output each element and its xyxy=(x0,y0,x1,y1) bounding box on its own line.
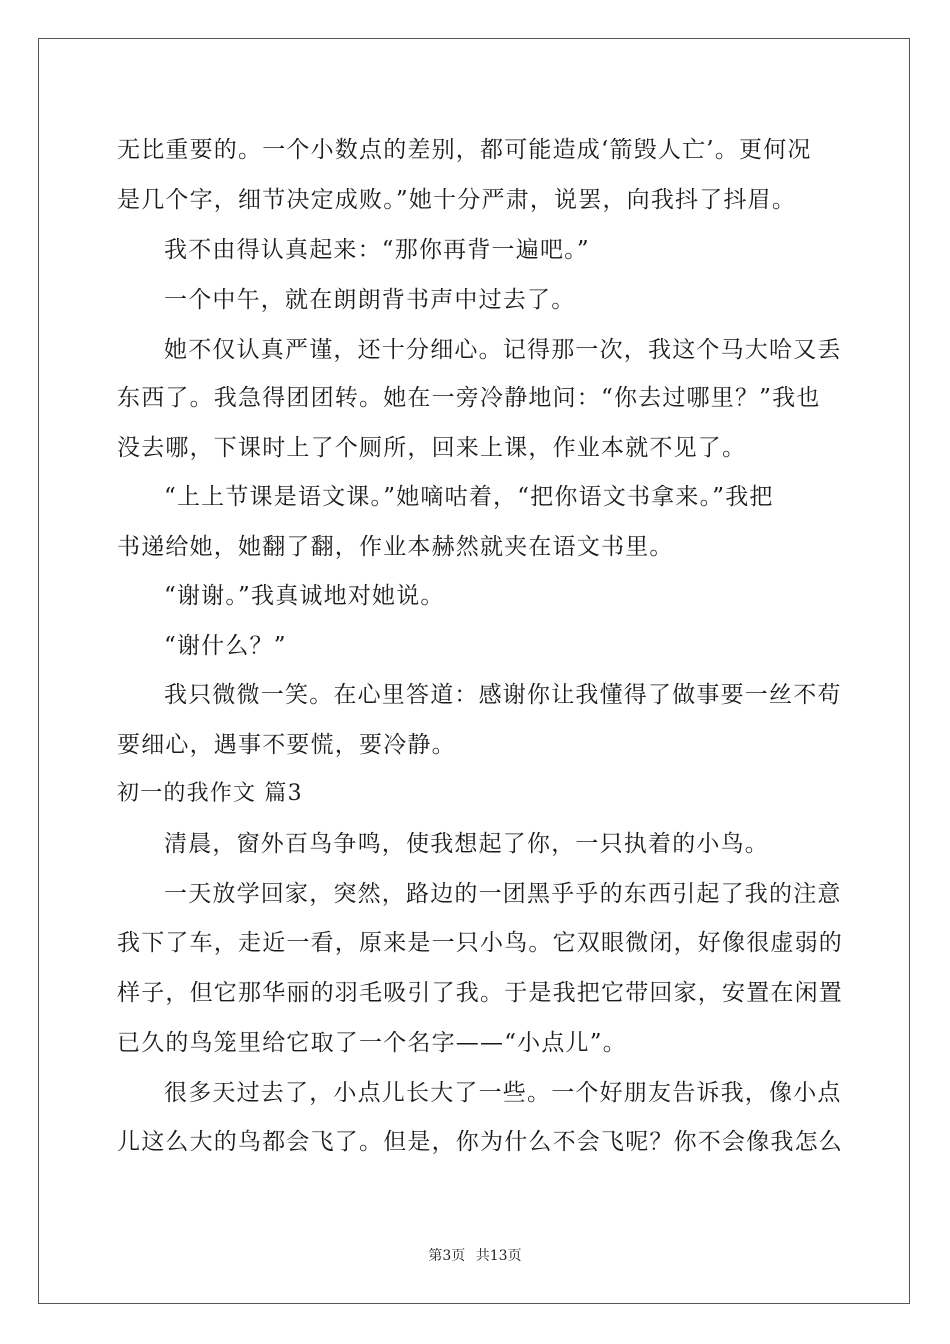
text-line: 我只微微一笑。在心里答道：感谢你让我懂得了做事要一丝不苟 xyxy=(164,682,842,708)
page-number: 第3页 xyxy=(428,1248,466,1264)
text-line: 她不仅认真严谨，还十分细心。记得那一次，我这个马大哈又丢 xyxy=(164,337,842,363)
text-line: “谢谢。”我真诚地对她说。 xyxy=(164,583,445,609)
text-line: 样子，但它那华丽的羽毛吸引了我。于是我把它带回家，安置在闲置 xyxy=(117,980,843,1006)
text-line: 已久的鸟笼里给它取了一个名字——“小点儿”。 xyxy=(117,1030,627,1056)
text-line: “上上节课是语文课。”她嘀咕着，“把你语文书拿来。”我把 xyxy=(164,484,774,510)
text-line: 我不由得认真起来：“那你再背一遍吧。” xyxy=(164,237,590,263)
text-line: 清晨，窗外百鸟争鸣，使我想起了你，一只执着的小鸟。 xyxy=(164,831,769,857)
text-line: 无比重要的。一个小数点的差别，都可能造成‘箭毁人亡’。更何况 xyxy=(117,137,812,163)
page-border xyxy=(38,38,910,1304)
text-line: 要细心，遇事不要慌，要冷静。 xyxy=(117,732,456,758)
text-line: 一天放学回家，突然，路边的一团黑乎乎的东西引起了我的注意 xyxy=(164,881,842,907)
text-line: 东西了。我急得团团转。她在一旁冷静地问：“你去过哪里？”我也 xyxy=(117,385,821,411)
page-footer xyxy=(0,1247,950,1265)
text-line: 很多天过去了，小点儿长大了一些。一个好朋友告诉我，像小点 xyxy=(164,1080,842,1106)
page-total: 共13页 xyxy=(475,1248,522,1264)
text-line: “谢什么？” xyxy=(164,633,287,659)
text-line: 儿这么大的鸟都会飞了。但是，你为什么不会飞呢？你不会像我怎么 xyxy=(117,1129,843,1155)
text-line: 一个中午，就在朗朗背书声中过去了。 xyxy=(164,287,576,313)
text-line: 没去哪，下课时上了个厕所，回来上课，作业本就不见了。 xyxy=(117,435,747,461)
text-line: 是几个字，细节决定成败。”她十分严肃，说罢，向我抖了抖眉。 xyxy=(117,187,797,213)
text-line: 我下了车，走近一看，原来是一只小鸟。它双眼微闭，好像很虚弱的 xyxy=(117,930,843,956)
text-line: 书递给她，她翻了翻，作业本赫然就夹在语文书里。 xyxy=(117,534,674,560)
section-heading: 初一的我作文 篇3 xyxy=(117,781,303,806)
